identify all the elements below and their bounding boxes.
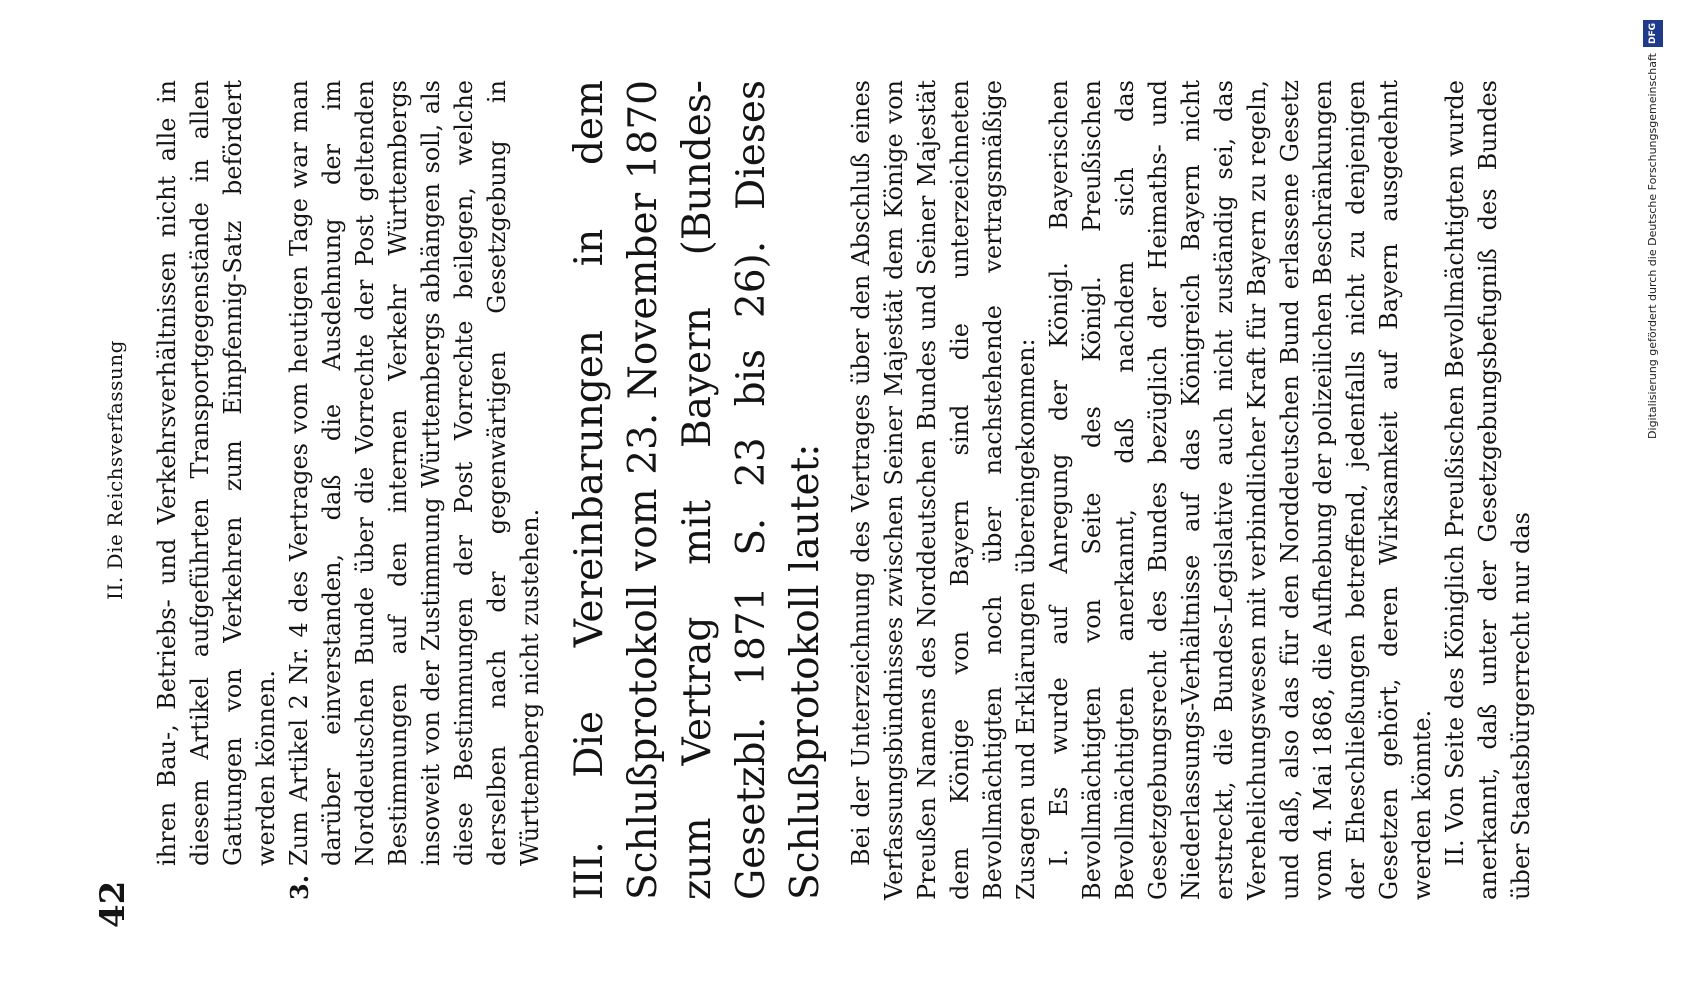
digitization-credit <box>1644 20 1662 960</box>
body-text <box>151 80 1538 900</box>
page-number: 42 <box>93 880 133 928</box>
item-number: 3. <box>285 874 314 900</box>
book-page <box>83 60 1535 940</box>
continuation-paragraph: ihren Bau-, Betriebs- und Verkehrsverhältnissen nicht alle in diesem Artikel aufgeführten Transportgegenstände in allen Gattungen von Verkehren zum Einpfennig-Satz befördert werden können. <box>153 80 280 866</box>
running-head: II. Die Reichsverfassung <box>103 340 127 600</box>
dfg-logo: DFG <box>1643 20 1663 47</box>
section-heading: III. Die Vereinbarungen in dem Schlußprotokoll vom 23. November 1870 zum Vertrag mit Bayern (Bundes-Gesetzbl. 1871 S. 23 bis 26). Dieses Schlußprotokoll lautet: <box>567 80 828 900</box>
paragraph-ii: II. Von Seite des Königlich Preußischen Bevollmächtigten wurde anerkannt, daß unter der Gesetzgebungsbefugniß des Bundes über Staatsbürgerrecht nur das <box>1441 80 1535 900</box>
credit-text: Digitalisierung gefördert durch die Deutsche Forschungsgemeinschaft <box>1646 53 1659 439</box>
intro-paragraph: Bei der Unterzeichnung des Vertrages über den Abschluß eines Verfassungsbündnisses zwischen Seiner Majestät dem Könige von Preußen Namens des Norddeutschen Bundes und Seiner Majestät dem Könige von Bayern sind die unterzeichneten Bevollmächtigten noch über nachstehende vertragsmäßige Zusagen und Erklärungen übereingekommen: <box>847 80 1040 900</box>
page-header <box>93 60 137 940</box>
paragraph-i: I. Es wurde auf Anregung der Königl. Bayerischen Bevollmächtigten von Seite des Königl. Preußischen Bevollmächtigten anerkannt, daß nachdem sich das Gesetzgebungsrecht des Bundes bezüglich der Heimaths- und Niederlassungs-Verhältnisse auf das Königreich Bayern nicht erstreckt, die Bundes-Legislative auch nicht zuständig sei, das Verehelichungswesen mit verbindlicher Kraft für Bayern zu regeln, und daß, also das für den Norddeutschen Bund erlassene Gesetz vom 4. Mai 1868, die Aufhebung der polizeilichen Beschränkungen der Eheschließungen betreffend, jedenfalls nicht zu denjenigen Gesetzen gehört, deren Wirksamkeit auf Bayern ausgedehnt werden könnte. <box>1045 80 1436 900</box>
list-item-3 <box>283 80 547 900</box>
item-text: Zum Artikel 2 Nr. 4 des Vertrages vom heutigen Tage war man darüber einverstanden, daß die Ausdehnung der im Norddeutschen Bunde über die Vorrechte der Post geltenden Bestimmungen auf den internen Verkehr Württembergs insoweit von der Zustimmung Württembergs abhängen soll, als diese Bestimmungen der Post Vorrechte beilegen, welche derselben nach der gegenwärtigen Gesetzgebung in Württemberg nicht zustehen. <box>285 80 544 866</box>
